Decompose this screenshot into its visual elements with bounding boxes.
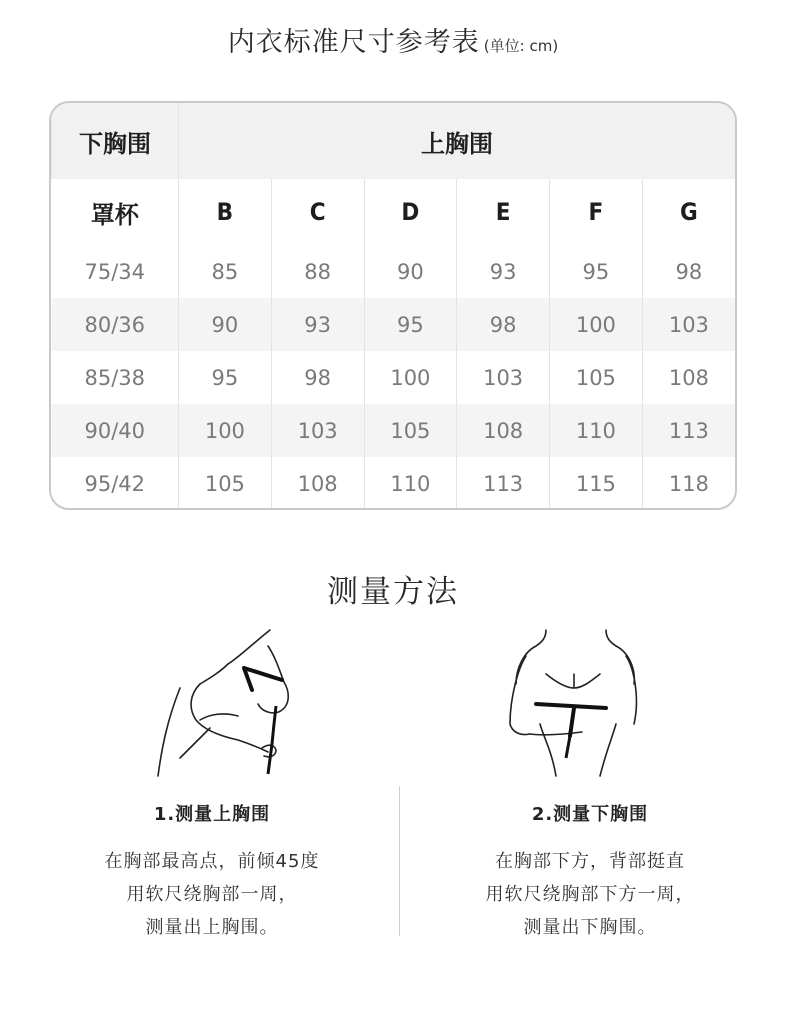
table-header-row bbox=[52, 103, 736, 179]
value-cell: 98 bbox=[271, 351, 364, 404]
value-cell: 90 bbox=[364, 245, 457, 298]
value-cell: 95 bbox=[550, 245, 643, 298]
size-cell: 95/42 bbox=[84, 471, 146, 496]
table-row bbox=[52, 351, 736, 404]
cup-cell: C bbox=[271, 179, 364, 245]
value-cell: 103 bbox=[457, 351, 550, 404]
value-cell: 95 bbox=[364, 298, 457, 351]
value-cell: 103 bbox=[271, 404, 364, 457]
size-cell: 85/38 bbox=[84, 365, 146, 390]
value-cell: 93 bbox=[271, 298, 364, 351]
step-text-line: 在胸部下方，背部挺直 bbox=[495, 851, 685, 872]
step-text-line: 测量出上胸围。 bbox=[145, 917, 279, 938]
value-cell: 93 bbox=[457, 245, 550, 298]
cup-row bbox=[52, 179, 736, 245]
step-title: 1.测量上胸围 bbox=[153, 804, 271, 825]
cup-cell: E bbox=[457, 179, 550, 245]
bust-measure-illustration bbox=[150, 628, 310, 778]
value-cell: 105 bbox=[550, 351, 643, 404]
value-cell: 90 bbox=[179, 298, 272, 351]
value-cell: 95 bbox=[179, 351, 272, 404]
page-title-text: 内衣标准尺寸参考表 bbox=[227, 27, 480, 58]
value-cell: 118 bbox=[642, 457, 735, 510]
value-cell: 100 bbox=[550, 298, 643, 351]
table-row bbox=[52, 298, 736, 351]
value-cell: 100 bbox=[179, 404, 272, 457]
value-cell: 108 bbox=[271, 457, 364, 510]
value-cell: 113 bbox=[642, 404, 735, 457]
size-table bbox=[49, 101, 737, 510]
value-cell: 105 bbox=[364, 404, 457, 457]
value-cell: 88 bbox=[271, 245, 364, 298]
value-cell: 105 bbox=[179, 457, 272, 510]
table-row bbox=[52, 457, 736, 510]
size-cell: 80/36 bbox=[52, 298, 179, 351]
cup-label: 罩杯 bbox=[90, 200, 139, 229]
value-cell: 108 bbox=[457, 404, 550, 457]
table-row bbox=[52, 245, 736, 298]
value-cell: 113 bbox=[457, 457, 550, 510]
value-cell: 98 bbox=[457, 298, 550, 351]
step-text-line: 测量出下胸围。 bbox=[523, 917, 657, 938]
value-cell: 108 bbox=[642, 351, 735, 404]
value-cell: 110 bbox=[364, 457, 457, 510]
step-underbust bbox=[430, 800, 750, 944]
step-title: 2.测量下胸围 bbox=[531, 804, 649, 825]
value-cell: 85 bbox=[179, 245, 272, 298]
size-cell: 75/34 bbox=[84, 259, 146, 284]
underbust-measure-illustration bbox=[496, 628, 656, 778]
page-title bbox=[0, 20, 786, 59]
unit-label: (单位: cm) bbox=[483, 37, 559, 55]
value-cell: 98 bbox=[642, 245, 735, 298]
cup-cell: D bbox=[364, 179, 457, 245]
step-bust bbox=[52, 800, 372, 944]
value-cell: 115 bbox=[550, 457, 643, 510]
step-text-line: 用软尺绕胸部一周， bbox=[126, 884, 298, 905]
table-row bbox=[52, 404, 736, 457]
step-text-line: 用软尺绕胸部下方一周， bbox=[485, 884, 695, 905]
value-cell: 100 bbox=[364, 351, 457, 404]
divider bbox=[399, 786, 400, 936]
value-cell: 103 bbox=[642, 298, 735, 351]
bust-header: 上胸围 bbox=[179, 103, 736, 179]
cup-cell: G bbox=[642, 179, 735, 245]
cup-cell: B bbox=[179, 179, 272, 245]
step-text-line: 在胸部最高点，前倾45度 bbox=[104, 851, 320, 872]
value-cell: 110 bbox=[550, 404, 643, 457]
underbust-header: 下胸围 bbox=[52, 103, 179, 179]
cup-cell: F bbox=[550, 179, 643, 245]
measurement-title: 测量方法 bbox=[327, 574, 459, 610]
size-cell: 90/40 bbox=[52, 404, 179, 457]
